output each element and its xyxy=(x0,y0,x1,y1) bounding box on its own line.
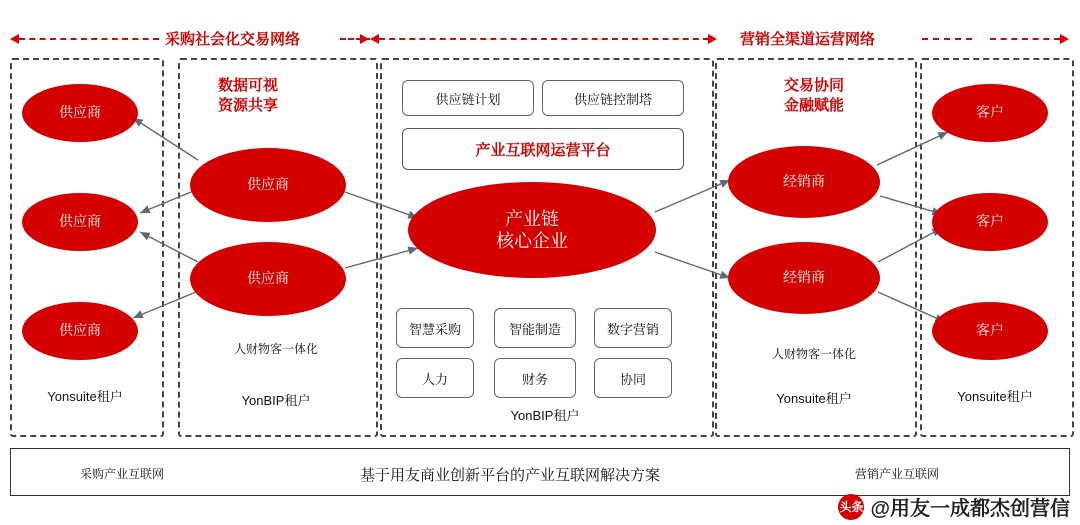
node-supplier-outer-3[interactable] xyxy=(22,302,138,360)
node-supplier-outer-2[interactable] xyxy=(22,193,138,251)
right-band-line-right xyxy=(922,38,972,40)
left-band-label: 采购社会化交易网络 xyxy=(165,31,301,48)
box-industrial-internet-platform[interactable] xyxy=(402,128,684,170)
box-supply-chain-plan[interactable] xyxy=(402,80,534,116)
tenant-label-supplier-outer: Yonsuite租户 xyxy=(47,389,123,404)
node-dealer-1[interactable] xyxy=(728,146,880,218)
tenant-label-core: YonBIP租户 xyxy=(510,408,580,423)
dealer-title-line1: 交易协同 xyxy=(783,77,844,94)
box-smart-procurement[interactable] xyxy=(396,308,474,348)
node-customer-3[interactable] xyxy=(932,302,1048,360)
supplier-inner-subnote: 人财物客一体化 xyxy=(233,342,318,356)
dealer-title xyxy=(715,76,913,115)
box-label: 智能制造 xyxy=(508,321,561,337)
box-label: 供应链控制塔 xyxy=(573,91,652,107)
box-smart-manufacturing[interactable] xyxy=(494,308,576,348)
right-band-label: 营销全渠道运营网络 xyxy=(740,31,876,48)
right-band-arrow-start-icon xyxy=(370,34,379,44)
footer-center-label: 基于用友商业创新平台的产业互联网解决方案 xyxy=(360,467,661,484)
box-label: 人力 xyxy=(421,371,448,387)
node-label: 经销商 xyxy=(783,269,825,286)
footer-left-label: 采购产业互联网 xyxy=(80,467,165,481)
supplier-inner-title-line2: 资源共享 xyxy=(217,96,278,114)
right-band-line-left xyxy=(379,38,709,40)
footer-right-label: 营销产业互联网 xyxy=(855,467,940,481)
tenant-label-dealer: Yonsuite租户 xyxy=(776,391,852,406)
box-label: 智慧采购 xyxy=(408,321,461,337)
node-label: 供应商 xyxy=(247,176,289,193)
supplier-inner-title-line1: 数据可视 xyxy=(217,77,278,94)
node-label: 客户 xyxy=(976,213,1004,230)
left-band-line-left xyxy=(19,38,159,40)
watermark xyxy=(838,492,1070,521)
dealer-title-line2: 金融赋能 xyxy=(783,96,844,114)
node-label: 供应商 xyxy=(59,213,101,230)
box-finance[interactable] xyxy=(494,358,576,398)
tenant-label-customer: Yonsuite租户 xyxy=(957,389,1033,404)
node-core-enterprise[interactable] xyxy=(408,182,656,278)
box-hr[interactable] xyxy=(396,358,474,398)
node-label: 供应商 xyxy=(247,270,289,287)
supplier-inner-title xyxy=(178,76,318,115)
node-label: 经销商 xyxy=(783,173,825,190)
node-label xyxy=(496,208,568,253)
dealer-subnote: 人财物客一体化 xyxy=(771,347,856,361)
watermark-text: @用友一成都杰创营信 xyxy=(870,498,1070,520)
node-supplier-inner-2[interactable] xyxy=(190,242,346,316)
node-customer-2[interactable] xyxy=(932,193,1048,251)
box-digital-marketing[interactable] xyxy=(594,308,672,348)
node-label: 客户 xyxy=(976,104,1004,121)
node-label: 供应商 xyxy=(59,322,101,339)
node-dealer-2[interactable] xyxy=(728,242,880,314)
node-customer-1[interactable] xyxy=(932,84,1048,142)
left-band-arrow-start-icon xyxy=(10,34,19,44)
box-label: 产业互联网运营平台 xyxy=(475,141,611,159)
node-supplier-inner-1[interactable] xyxy=(190,148,346,222)
box-label: 财务 xyxy=(521,371,548,387)
box-supply-chain-control-tower[interactable] xyxy=(542,80,684,116)
right-band-line-tail xyxy=(990,38,1060,40)
node-label: 供应商 xyxy=(59,104,101,121)
toutiao-logo-icon: 头条 xyxy=(838,494,864,520)
tenant-label-supplier-inner: YonBIP租户 xyxy=(241,393,311,408)
node-label-line1: 产业链 xyxy=(505,208,559,229)
box-label: 数字营销 xyxy=(606,321,659,337)
right-band-arrow-mid-icon xyxy=(708,34,717,44)
node-supplier-outer-1[interactable] xyxy=(22,84,138,142)
box-collaboration[interactable] xyxy=(594,358,672,398)
box-label: 供应链计划 xyxy=(435,91,501,107)
node-label-line2: 核心企业 xyxy=(496,231,568,251)
left-band-arrow-end-icon xyxy=(360,34,369,44)
node-label: 客户 xyxy=(976,322,1004,339)
box-label: 协同 xyxy=(619,371,646,387)
right-band-arrow-end-icon xyxy=(1060,34,1069,44)
